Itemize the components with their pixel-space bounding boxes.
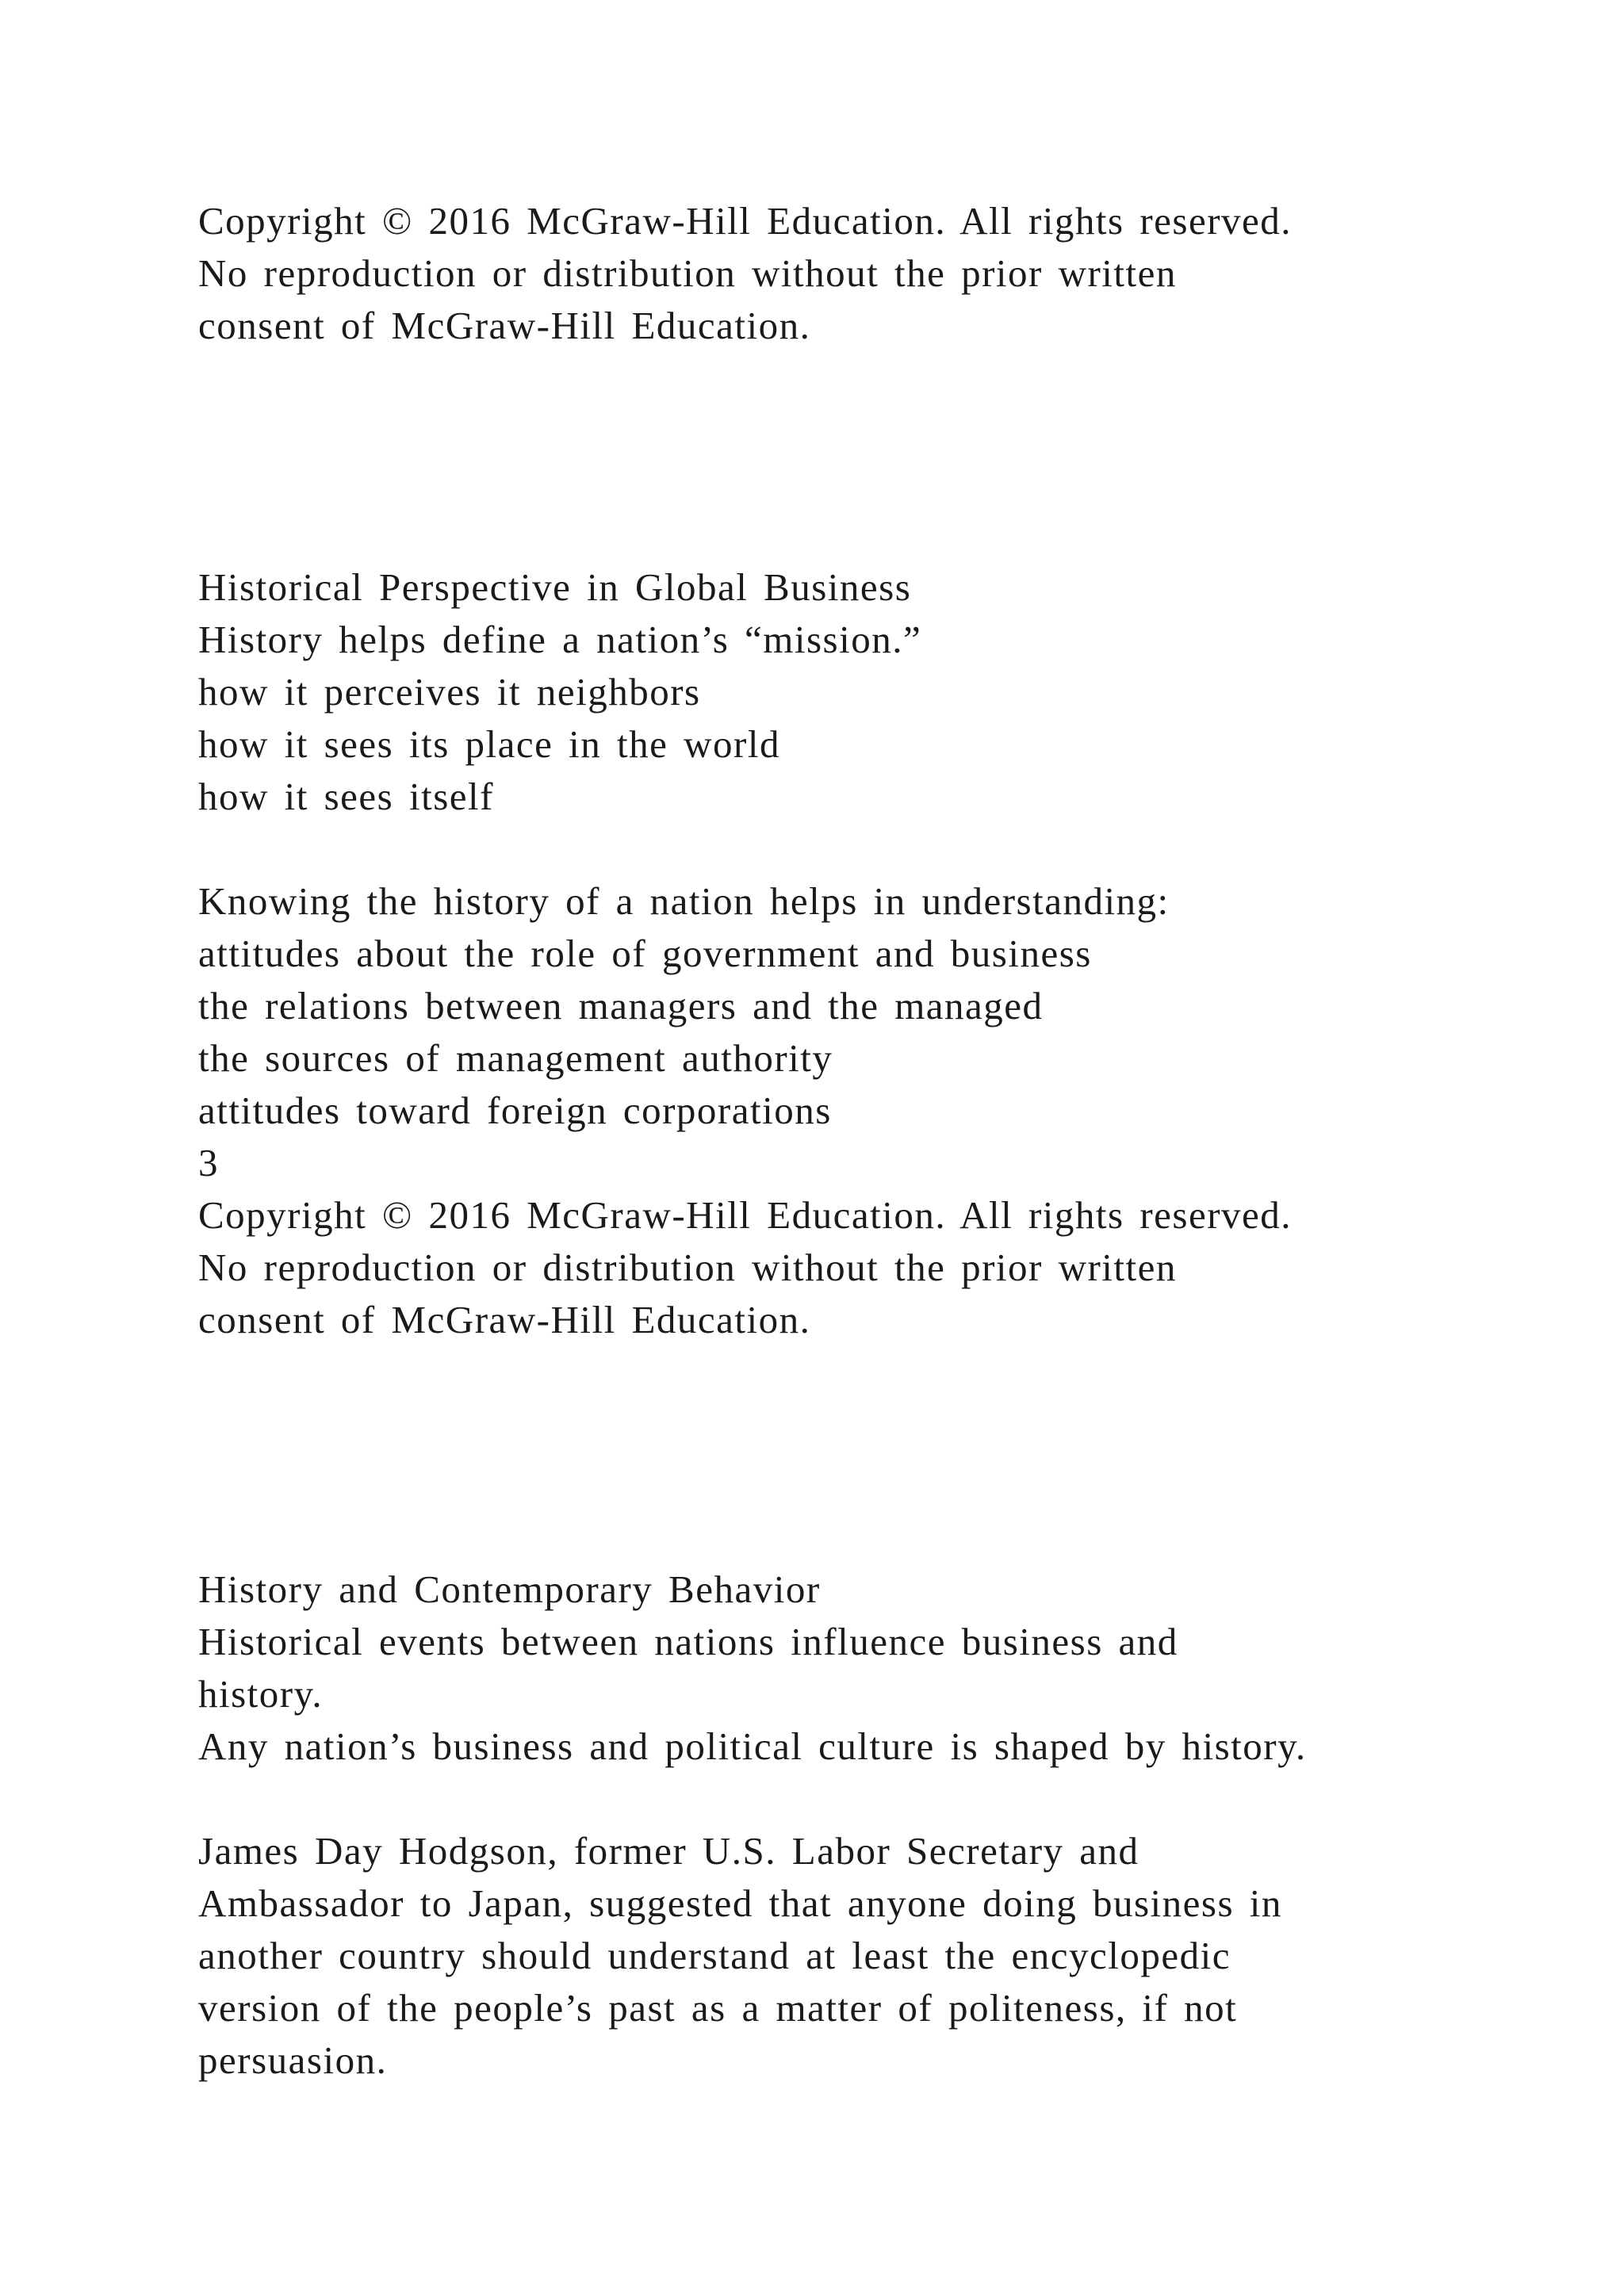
quote-line: version of the people’s past as a matter of politeness, if not bbox=[198, 1986, 1238, 2030]
paragraph-line: history. bbox=[198, 1672, 324, 1716]
spacer bbox=[198, 823, 1546, 875]
paragraph-line: Any nation’s business and political culture is shaped by history. bbox=[198, 1724, 1307, 1768]
list-item: attitudes toward foreign corporations bbox=[198, 1089, 832, 1132]
copyright-line: consent of McGraw-Hill Education. bbox=[198, 304, 811, 347]
section-historical-perspective bbox=[198, 561, 1546, 1346]
section-intro: History helps define a nation’s “mission.” bbox=[198, 618, 922, 661]
list-item: attitudes about the role of government and business bbox=[198, 932, 1092, 975]
spacer bbox=[198, 1773, 1546, 1825]
quote-line: James Day Hodgson, former U.S. Labor Secretary and bbox=[198, 1829, 1139, 1873]
paragraph-lead: Knowing the history of a nation helps in understanding: bbox=[198, 879, 1170, 923]
section-heading: Historical Perspective in Global Business bbox=[198, 565, 912, 609]
list-item: how it sees itself bbox=[198, 775, 494, 818]
list-item: how it perceives it neighbors bbox=[198, 670, 701, 714]
quote-line: persuasion. bbox=[198, 2038, 388, 2082]
list-item: the relations between managers and the managed bbox=[198, 984, 1044, 1027]
copyright-notice-top bbox=[198, 195, 1546, 352]
section-history-contemporary-behavior bbox=[198, 1563, 1546, 2087]
paragraph-line: Historical events between nations influence business and bbox=[198, 1620, 1178, 1663]
page-number: 3 bbox=[198, 1141, 219, 1184]
list-item: how it sees its place in the world bbox=[198, 722, 780, 766]
copyright-line: Copyright © 2016 McGraw-Hill Education. All rights reserved. bbox=[198, 1193, 1293, 1237]
quote-line: another country should understand at least the encyclopedic bbox=[198, 1934, 1231, 1977]
section-heading: History and Contemporary Behavior bbox=[198, 1567, 821, 1611]
quote-line: Ambassador to Japan, suggested that anyone doing business in bbox=[198, 1881, 1282, 1925]
copyright-line: No reproduction or distribution without the prior written bbox=[198, 251, 1177, 295]
copyright-line: No reproduction or distribution without the prior written bbox=[198, 1246, 1177, 1289]
copyright-line: consent of McGraw-Hill Education. bbox=[198, 1298, 811, 1341]
list-item: the sources of management authority bbox=[198, 1036, 833, 1080]
copyright-line: Copyright © 2016 McGraw-Hill Education. All rights reserved. bbox=[198, 199, 1293, 243]
